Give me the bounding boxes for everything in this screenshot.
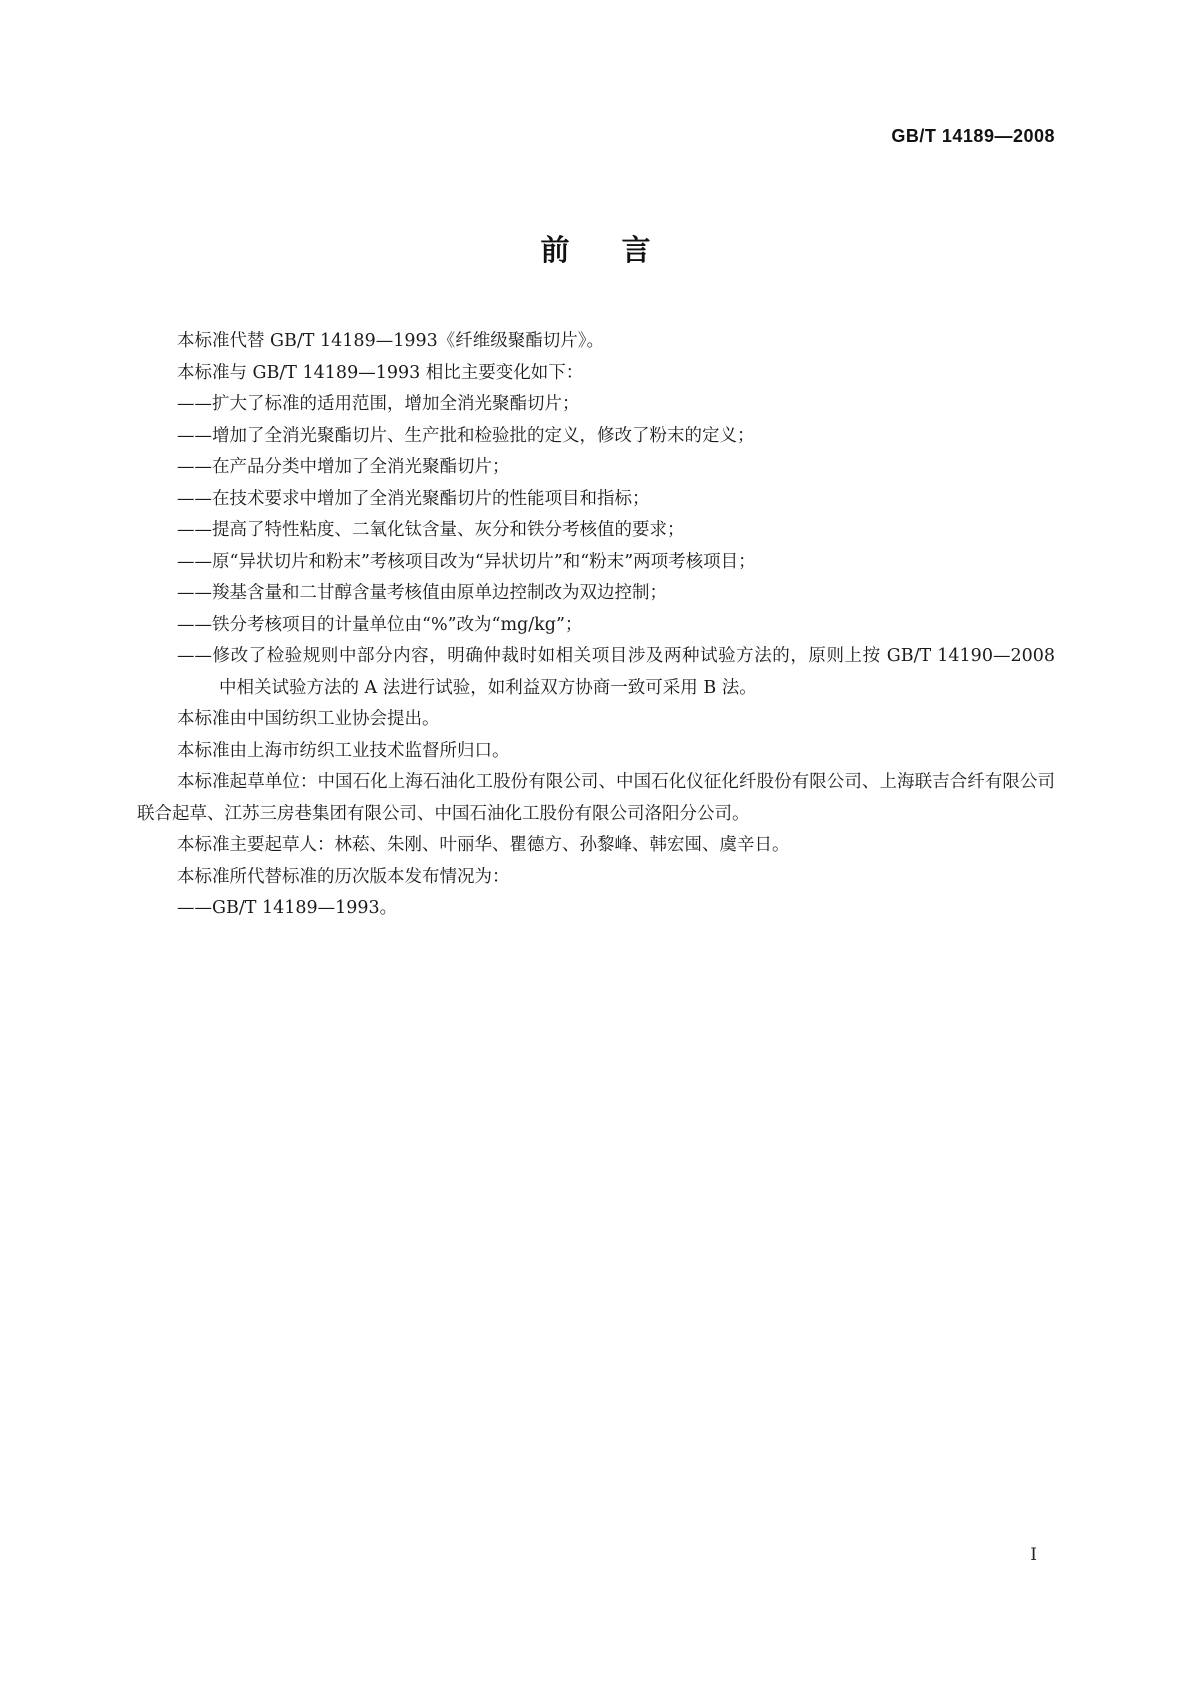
change-item-2: ——增加了全消光聚酯切片、生产批和检验批的定义，修改了粉末的定义； (177, 425, 755, 446)
intro-paragraph-2: 本标准与 GB/T 14189—1993 相比主要变化如下： (177, 362, 584, 383)
history-item-1: ——GB/T 14189—1993。 (177, 898, 398, 918)
change-item-8: ——铁分考核项目的计量单位由“%”改为“mg/kg”； (177, 614, 583, 635)
centralized-by-paragraph: 本标准由上海市纺织工业技术监督所归口。 (177, 740, 510, 761)
change-item-9: ——修改了检验规则中部分内容，明确仲裁时如相关项目涉及两种试验方法的，原则上按 GB/T 14190—2008 中相关试验方法的 A 法进行试验，如利益双方协商一致可采用 B 法。 (177, 646, 1055, 698)
change-item-6: ——原“异状切片和粉末”考核项目改为“异状切片”和“粉末”两项考核项目； (177, 551, 756, 572)
drafting-units-paragraph: 本标准起草单位：中国石化上海石油化工股份有限公司、中国石化仪征化纤股份有限公司、上海联吉合纤有限公司联合起草、江苏三房巷集团有限公司、中国石油化工股份有限公司洛阳分公司。 (137, 772, 1055, 824)
history-intro-paragraph: 本标准所代替标准的历次版本发布情况为： (177, 866, 510, 887)
change-item-4: ——在技术要求中增加了全消光聚酯切片的性能项目和指标； (177, 488, 650, 509)
document-body (137, 326, 1055, 925)
page-title: 前言 (540, 233, 703, 267)
change-item-3: ——在产品分类中增加了全消光聚酯切片； (177, 457, 510, 477)
change-item-7: ——羧基含量和二甘醇含量考核值由原单边控制改为双边控制； (177, 583, 667, 603)
standard-code: GB/T 14189—2008 (891, 126, 1055, 146)
change-item-1: ——扩大了标准的适用范围，增加全消光聚酯切片； (177, 394, 580, 414)
proposed-by-paragraph: 本标准由中国纺织工业协会提出。 (177, 709, 440, 729)
page-number: I (1030, 1545, 1037, 1565)
drafters-paragraph: 本标准主要起草人：林菘、朱刚、叶丽华、瞿德方、孙黎峰、韩宏囤、虞辛日。 (177, 835, 790, 855)
intro-paragraph-1: 本标准代替 GB/T 14189—1993《纤维级聚酯切片》。 (177, 331, 604, 351)
change-item-5: ——提高了特性粘度、二氧化钛含量、灰分和铁分考核值的要求； (177, 520, 685, 540)
